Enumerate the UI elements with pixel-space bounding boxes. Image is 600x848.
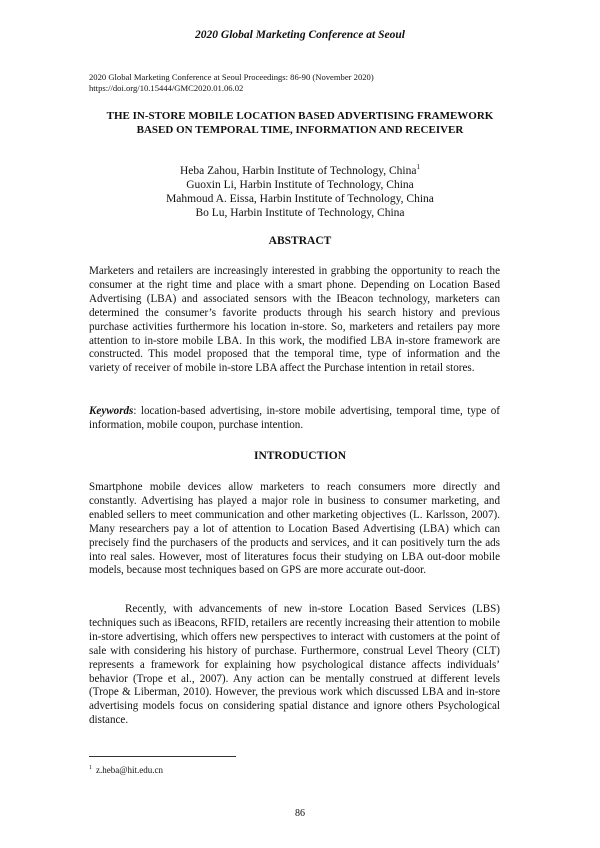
author-line: Bo Lu, Harbin Institute of Technology, China [195,207,405,219]
footnote-mark[interactable]: 1 [416,163,420,172]
keywords [89,405,500,433]
abstract-text: Marketers and retailers are increasingly interested in grabbing the opportunity to reach the consumer at the right time and place with a smart phone. Depending on Location Based Advertising (LBA) and associated sensors with the IBeacon technology, marketers can determined the consumer’s favorite products through his search history and previous purchase activities furthermore his location in-store. So, marketers and retailers pay more attention to in-store mobile LBA. In this work, the modified LBA in-store framework are constructed. This model proposed that the temporal time, type of information and the variety of receiver of mobile in-store LBA affect the Purchase intention in retail stores. [89,265,500,375]
keywords-text: : location-based advertising, in-store mobile advertising, temporal time, type of information, mobile coupon, purchase intention. [89,405,500,431]
keywords-label: Keywords [89,405,134,417]
footnote-divider [89,756,236,757]
intro-paragraph-1: Smartphone mobile devices allow marketers to reach consumers more directly and constantly. Advertising has played a major role in business to consumer marketing, and enabled sellers to meet communication and other marketing objectives (L. Karlsson, 2007). Many researchers pay a lot of attention to Location Based Advertising (LBA) which can precisely find the purchasers of the products and services, and it can positively turn the ads into real sales. However, most of literatures focus their studying on LBA out-door mobile models, because most techniques based on GPS are more accurate out-door. [89,481,500,577]
introduction-heading: INTRODUCTION [253,450,346,462]
footnote [89,765,163,775]
intro-paragraph-2: Recently, with advancements of new in-store Location Based Services (LBS) techniques such as iBeacons, RFID, retailers are recently increasing their attention to mobile in-store advertising, which offers new perspectives to interact with customers at the point of sale with considering his history of purchase. Furthermore, construal Level Theory (CLT) represents a framework for explaining how psychological distance affects individuals’ behavior (Trope et al., 2007). Any action can be mentally construed at different levels (Trope & Liberman, 2010). However, the previous work which discussed LBA and in-store advertising models focus on considering spatial distance and ignore others Psychological distance. [89,603,500,727]
abstract-heading: ABSTRACT [268,235,332,247]
author-line: Mahmoud A. Eissa, Harbin Institute of Technology, China [166,193,434,205]
footnote-email[interactable]: z.heba@hit.edu.cn [96,765,164,775]
author-list [80,164,520,220]
publication-meta [89,72,374,93]
footnote-number: 1 [89,765,92,771]
proceedings-line: 2020 Global Marketing Conference at Seoul Proceedings: 86-90 (November 2020) [89,72,374,82]
doi-link[interactable]: https://doi.org/10.15444/GMC2020.01.06.02 [89,82,244,93]
running-head: 2020 Global Marketing Conference at Seoul [195,29,405,41]
page-number: 86 [295,808,305,819]
author-line: Guoxin Li, Harbin Institute of Technology, China [186,179,414,191]
paper-title: THE IN-STORE MOBILE LOCATION BASED ADVERTISING FRAMEWORK BASED ON TEMPORAL TIME, INFORMATION AND RECEIVER [106,110,494,136]
author-line: Heba Zahou, Harbin Institute of Technology, China$^1$ [180,163,420,177]
